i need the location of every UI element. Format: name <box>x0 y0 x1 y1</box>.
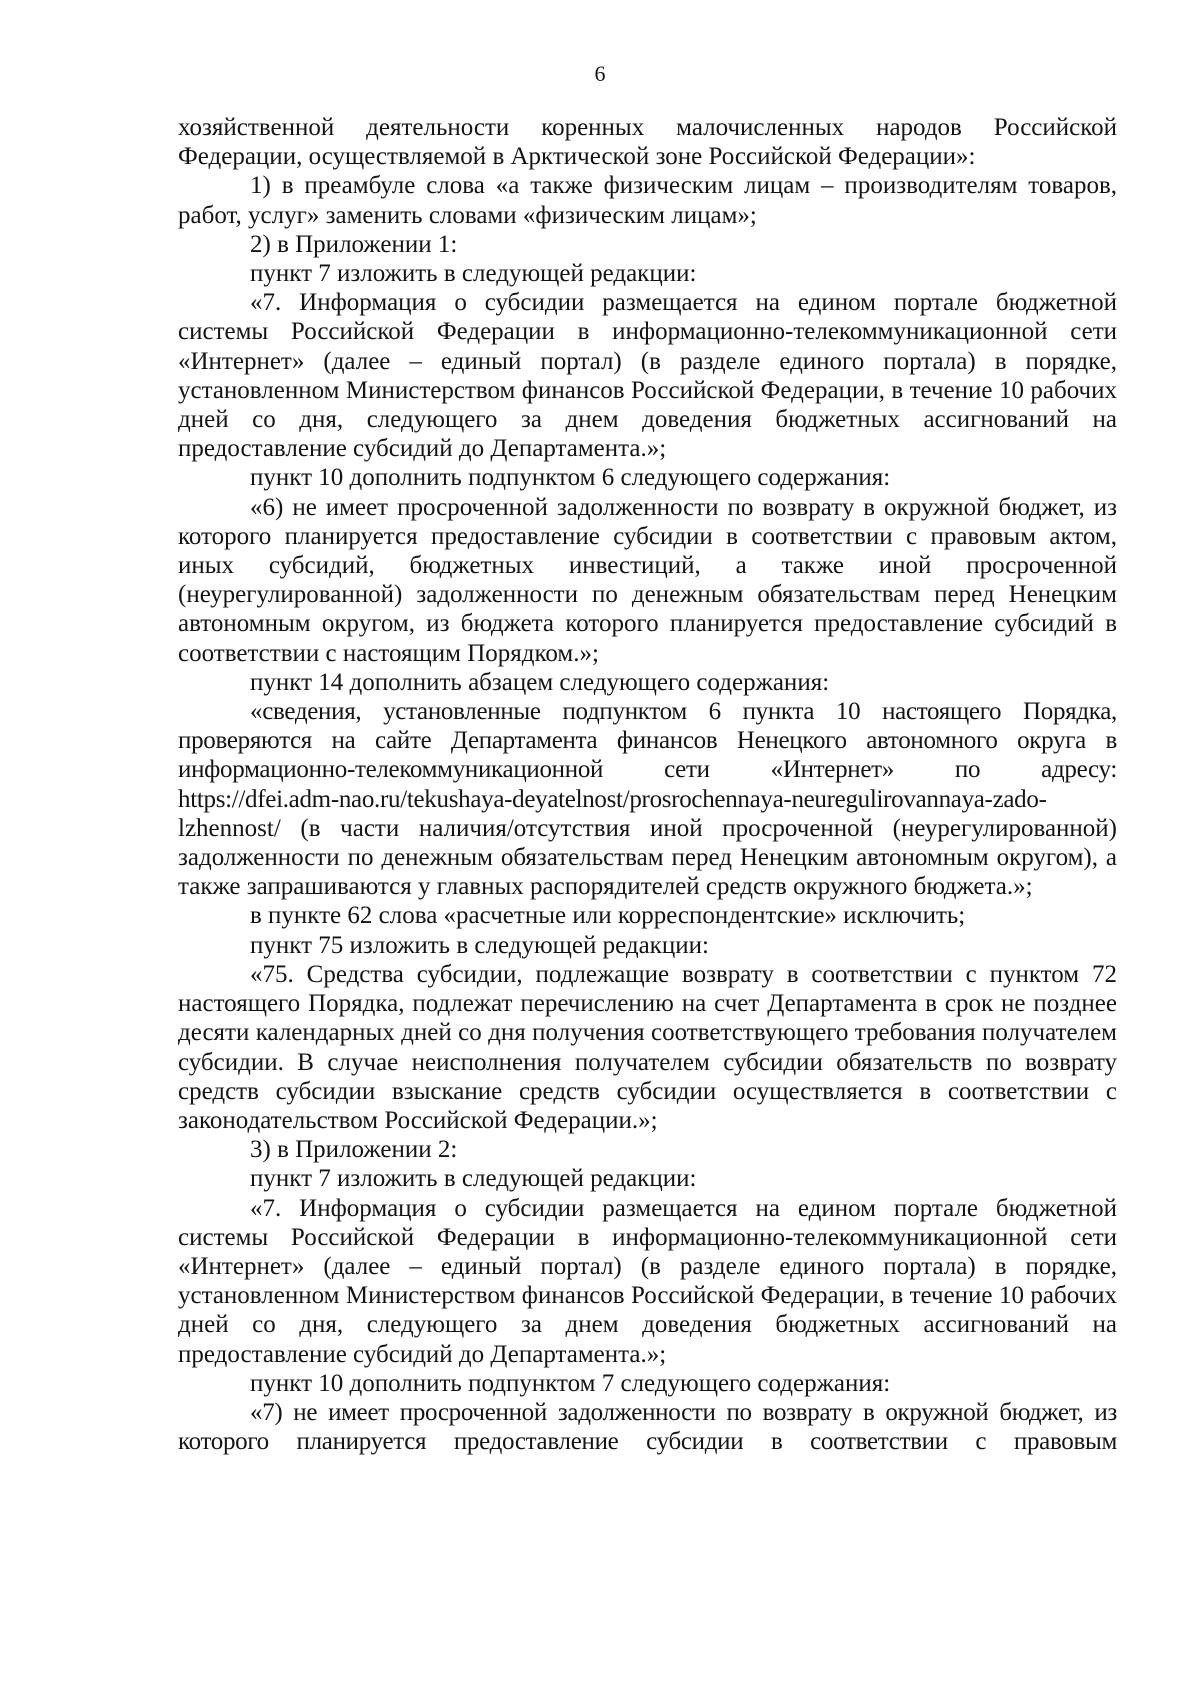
paragraph: пункт 7 изложить в следующей редакции: <box>250 260 697 288</box>
paragraph: 1) в преамбуле слова «а также физическим лицам – производителям товаров, работ, услуг» заменить словами «физическим лицам»; <box>178 172 1117 229</box>
paragraph: «7) не имеет просроченной задолженности по возврату в окружной бюджет, из которого планируется предоставление субсидии в соответствии с правовым <box>178 1398 1117 1456</box>
paragraph: пункт 7 изложить в следующей редакции: <box>250 1165 697 1193</box>
paragraph: «6) не имеет просроченной задолженности по возврату в окружной бюджет, из которого планируется предоставление субсидии в соответствии с правовым актом, иных субсидий, бюджетных инвестиций, а также иной просроченной (неурегулированной) задолженности по денежным обязательствам перед Ненецким автономным округом, из бюджета которого планируется предоставление субсидий в соответствии с настоящим Порядком.»; <box>178 493 1117 667</box>
paragraph: хозяйственной деятельности коренных малочисленных народов Российской Федерации, осуществляемой в Арктической зоне Российской Федерации»: <box>178 114 1117 171</box>
paragraph: «сведения, установленные подпунктом 6 пункта 10 настоящего Порядка, проверяются на сайте Департамента финансов Ненецкого автономного округа в информационно-телекоммуникационной сети «Интернет» по адресу: <box>178 698 1117 784</box>
paragraph: пункт 10 дополнить подпунктом 7 следующего содержания: <box>250 1369 891 1397</box>
paragraph: пункт 10 дополнить подпунктом 6 следующего содержания: <box>250 464 891 492</box>
paragraph: lzhennost/ (в части наличия/отсутствия иной просроченной (неурегулированной) задолженности по денежным обязательствам перед Ненецким автономным округом), а также запрашиваются у главных распорядителей средств окружного бюджета.»; <box>178 814 1117 901</box>
paragraph: «75. Средства субсидии, подлежащие возврату в соответствии с пунктом 72 настоящего Порядка, подлежат перечислению на счет Департамента в срок не позднее десяти календарных дней со дня получения соответствующего требования получателем субсидии. В случае неисполнения получателем субсидии обязательств по возврату средств субсидии взыскание средств субсидии осуществляется в соответствии с законодательством Российской Федерации.»; <box>178 960 1117 1134</box>
paragraph: «7. Информация о субсидии размещается на едином портале бюджетной системы Российской Федерации в информационно-телекоммуникационной сети «Интернет» (далее – единый портал) (в разделе единого портала) в порядке, установленном Министерством финансов Российской Федерации, в течение 10 рабочих дней со дня, следующего за днем доведения бюджетных ассигнований на предоставление субсидий до Департамента.»; <box>178 289 1117 463</box>
page-number: 6 <box>594 61 606 86</box>
paragraph: «7. Информация о субсидии размещается на едином портале бюджетной системы Российской Федерации в информационно-телекоммуникационной сети «Интернет» (далее – единый портал) (в разделе единого портала) в порядке, установленном Министерством финансов Российской Федерации, в течение 10 рабочих дней со дня, следующего за днем доведения бюджетных ассигнований на предоставление субсидий до Департамента.»; <box>178 1194 1117 1368</box>
document-body <box>178 113 1117 1456</box>
paragraph: пункт 75 изложить в следующей редакции: <box>250 931 709 959</box>
paragraph: в пункте 62 слова «расчетные или корреспондентские» исключить; <box>250 902 966 930</box>
paragraph: 3) в Приложении 2: <box>250 1136 458 1164</box>
url-line: https://dfei.adm-nao.ru/tekushaya-deyatelnost/prosrochennaya-neuregulirovannaya-zado- <box>178 785 1047 813</box>
paragraph: 2) в Приложении 1: <box>250 230 458 258</box>
paragraph: пункт 14 дополнить абзацем следующего содержания: <box>250 668 830 696</box>
